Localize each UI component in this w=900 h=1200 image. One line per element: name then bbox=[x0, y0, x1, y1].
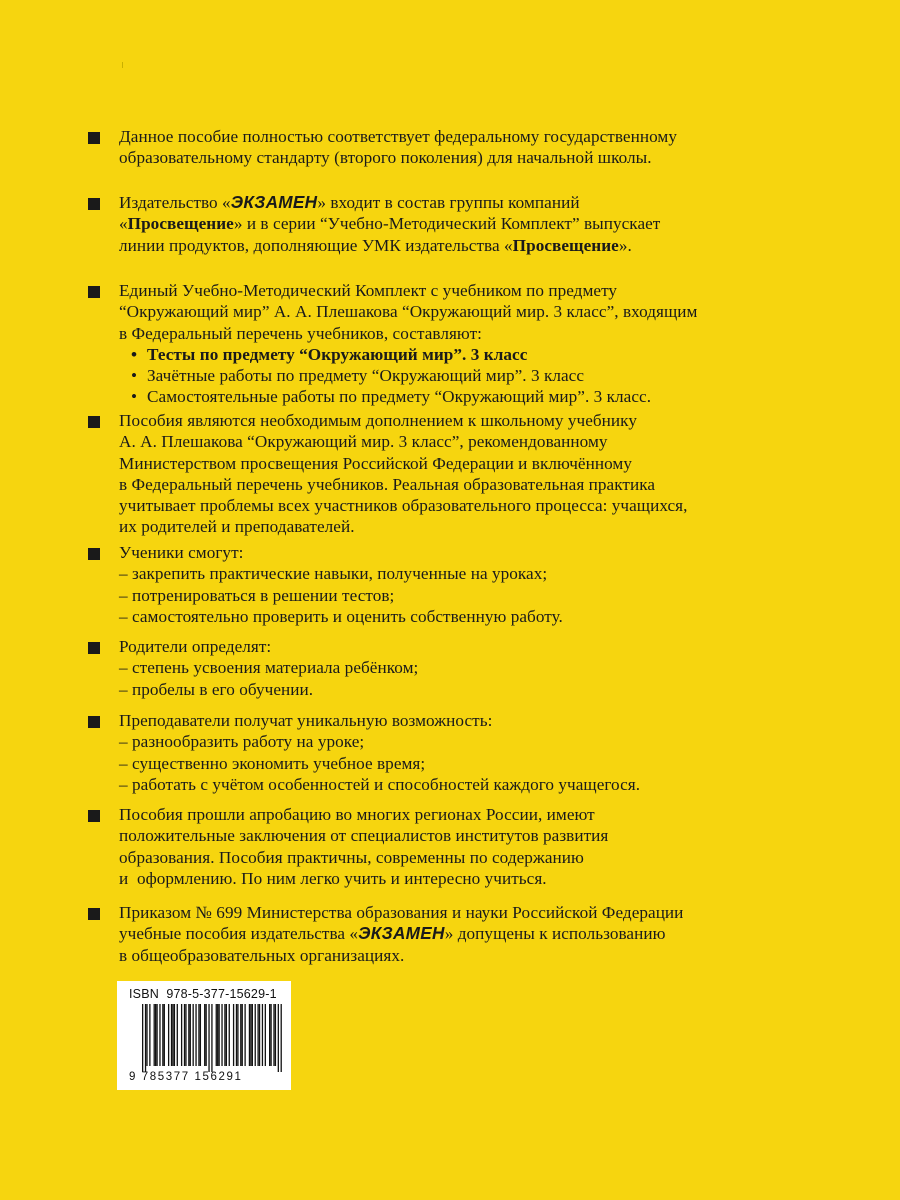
text-line: Пособия являются необходимым дополнением к школьному учебнику bbox=[119, 411, 637, 430]
umk-item-credit-works: • Зачётные работы по предмету “Окружающий мир”. 3 класс bbox=[131, 366, 585, 386]
paragraph-publisher bbox=[88, 192, 848, 256]
square-bullet-icon bbox=[88, 416, 100, 428]
barcode-bar bbox=[172, 1004, 173, 1066]
barcode-bar bbox=[218, 1004, 219, 1066]
text-line: в Федеральный перечень учебников, составляют: bbox=[119, 323, 482, 343]
dot-bullet-icon: • bbox=[131, 366, 138, 386]
text-line: А. А. Плешакова “Окружающий мир. 3 класс”, рекомендованному bbox=[119, 432, 608, 452]
barcode-bar bbox=[281, 1004, 282, 1072]
text-line: положительные заключения от специалистов институтов развития bbox=[119, 826, 609, 846]
barcode-bar bbox=[273, 1004, 274, 1066]
square-bullet-icon bbox=[88, 198, 100, 210]
barcode-bar bbox=[200, 1004, 201, 1066]
barcode-bar bbox=[162, 1004, 163, 1066]
barcode-bar bbox=[174, 1004, 175, 1066]
text-line: учебные пособия издательства «ЭКЗАМЕН» допущены к использованию bbox=[119, 923, 666, 944]
square-bullet-icon bbox=[88, 642, 100, 654]
text-line: и оформлению. По ним легко учить и интересно учиться. bbox=[119, 868, 547, 888]
square-bullet-icon bbox=[88, 286, 100, 298]
paragraph-supplement bbox=[88, 410, 848, 538]
barcode-bar bbox=[240, 1004, 241, 1066]
text-line: «Просвещение» и в серии “Учебно-Методический Комплект” выпускает bbox=[119, 214, 661, 234]
square-bullet-icon bbox=[88, 548, 100, 560]
barcode-bar bbox=[249, 1004, 250, 1066]
dot-bullet-icon: • bbox=[131, 387, 138, 407]
text-line: Министерством просвещения Российской Федерации и включённому bbox=[119, 453, 632, 473]
barcode-icon bbox=[142, 1004, 282, 1072]
text-line: образования. Пособия практичны, современны по содержанию bbox=[119, 847, 584, 867]
text-line: – пробелы в его обучении. bbox=[119, 679, 314, 699]
barcode-bar bbox=[237, 1004, 238, 1066]
square-bullet-icon bbox=[88, 716, 100, 728]
company-name: Просвещение bbox=[512, 235, 619, 255]
text-line: Приказом № 699 Министерства образования и науки Российской Федерации bbox=[119, 903, 684, 922]
barcode-bar bbox=[242, 1004, 243, 1066]
text-line: – существенно экономить учебное время; bbox=[119, 753, 426, 773]
text-line: “Окружающий мир” А. А. Плешакова “Окружающий мир. 3 класс”, входящим bbox=[119, 302, 698, 322]
barcode-bar bbox=[236, 1004, 237, 1066]
text-line: Преподаватели получат уникальную возможность: bbox=[119, 711, 493, 730]
barcode-bar bbox=[164, 1004, 165, 1066]
barcode-bar bbox=[208, 1004, 209, 1072]
text-line: Издательство «ЭКЗАМЕН» входит в состав группы компаний bbox=[119, 192, 580, 212]
text-line: в общеобразовательных организациях. bbox=[119, 945, 405, 965]
barcode-bar bbox=[145, 1004, 146, 1072]
publisher-name: ЭКЗАМЕН bbox=[230, 192, 318, 212]
barcode-bar bbox=[217, 1004, 218, 1066]
barcode-bar bbox=[156, 1004, 157, 1066]
barcode-bar bbox=[204, 1004, 205, 1066]
barcode-bar bbox=[198, 1004, 199, 1066]
barcode-bar bbox=[211, 1004, 212, 1072]
barcode-bar bbox=[149, 1004, 150, 1066]
paragraph-students bbox=[88, 542, 848, 627]
barcode-bar bbox=[188, 1004, 189, 1066]
paragraph-approbation bbox=[88, 804, 848, 889]
paragraph-parents bbox=[88, 636, 848, 700]
barcode-bar bbox=[216, 1004, 217, 1066]
text-line: Ученики смогут: bbox=[119, 543, 244, 562]
barcode-bar bbox=[259, 1004, 260, 1066]
barcode-bar bbox=[181, 1004, 182, 1066]
barcode-bar bbox=[265, 1004, 266, 1066]
barcode-bar bbox=[233, 1004, 234, 1066]
barcode-bar bbox=[159, 1004, 160, 1066]
barcode-digits: 9 785377 156291 bbox=[129, 1071, 243, 1083]
barcode-bar bbox=[155, 1004, 156, 1066]
paragraph-order bbox=[88, 902, 848, 966]
text-line: учитывает проблемы всех участников образовательного процесса: учащихся, bbox=[119, 496, 688, 516]
text-line: – степень усвоения материала ребёнком; bbox=[119, 658, 419, 678]
text-line: Пособия прошли апробацию во многих регионах России, имеют bbox=[119, 805, 595, 824]
barcode-bar bbox=[229, 1004, 230, 1066]
dot-bullet-icon: • bbox=[131, 344, 138, 364]
barcode-bar bbox=[224, 1004, 225, 1066]
paragraph-fgos bbox=[88, 126, 848, 169]
paragraph-teachers bbox=[88, 710, 848, 795]
umk-item-independent-works: • Самостоятельные работы по предмету “Окружающий мир”. 3 класс. bbox=[131, 387, 652, 407]
company-name: Просвещение bbox=[127, 214, 234, 234]
text-line: – закрепить практические навыки, полученные на уроках; bbox=[119, 564, 548, 584]
barcode-bar bbox=[257, 1004, 258, 1066]
barcode-bar bbox=[275, 1004, 276, 1066]
barcode-bar bbox=[262, 1004, 263, 1066]
barcode-bar bbox=[255, 1004, 256, 1066]
text-line: линии продуктов, дополняющие УМК издательства «Просвещение». bbox=[119, 235, 632, 255]
square-bullet-icon bbox=[88, 908, 100, 920]
barcode-bar bbox=[177, 1004, 178, 1066]
text-line: – разнообразить работу на уроке; bbox=[119, 732, 365, 752]
barcode-bar bbox=[244, 1004, 245, 1066]
barcode-bar bbox=[226, 1004, 227, 1066]
text-line: Родители определят: bbox=[119, 637, 272, 656]
publisher-name: ЭКЗАМЕН bbox=[358, 923, 445, 944]
paragraph-umk bbox=[88, 280, 848, 408]
text-line: образовательному стандарту (второго поколения) для начальной школы. bbox=[119, 148, 652, 168]
text-line: – работать с учётом особенностей и способностей каждого учащегося. bbox=[119, 774, 641, 794]
barcode-bar bbox=[185, 1004, 186, 1066]
barcode-bar bbox=[270, 1004, 271, 1066]
barcode-bar bbox=[206, 1004, 207, 1066]
barcode-bar bbox=[278, 1004, 279, 1072]
square-bullet-icon bbox=[88, 132, 100, 144]
barcode-bar bbox=[171, 1004, 172, 1066]
isbn-label: ISBN 978-5-377-15629-1 bbox=[129, 987, 277, 1001]
text-line: – потренироваться в решении тестов; bbox=[119, 585, 395, 605]
text-line: Единый Учебно-Методический Комплект с учебником по предмету bbox=[119, 281, 618, 300]
barcode-bar bbox=[252, 1004, 253, 1066]
text-line: их родителей и преподавателей. bbox=[119, 517, 355, 537]
barcode-bar bbox=[168, 1004, 169, 1066]
barcode-bar bbox=[142, 1004, 143, 1072]
crop-mark bbox=[122, 62, 123, 68]
umk-item-tests: • Тесты по предмету “Окружающий мир”. 3 класс bbox=[131, 344, 528, 364]
barcode-bar bbox=[154, 1004, 155, 1066]
barcode-bar bbox=[221, 1004, 222, 1066]
text-line: Данное пособие полностью соответствует федеральному государственному bbox=[119, 127, 677, 146]
text-line: – самостоятельно проверить и оценить собственную работу. bbox=[119, 606, 563, 626]
barcode-bar bbox=[190, 1004, 191, 1066]
barcode-bar bbox=[193, 1004, 194, 1066]
text-line: в Федеральный перечень учебников. Реальная образовательная практика bbox=[119, 474, 656, 494]
barcode-bar bbox=[184, 1004, 185, 1066]
square-bullet-icon bbox=[88, 810, 100, 822]
barcode-bar bbox=[250, 1004, 251, 1066]
barcode-bar bbox=[269, 1004, 270, 1066]
barcode-bar bbox=[146, 1004, 147, 1066]
barcode-bar bbox=[195, 1004, 196, 1066]
